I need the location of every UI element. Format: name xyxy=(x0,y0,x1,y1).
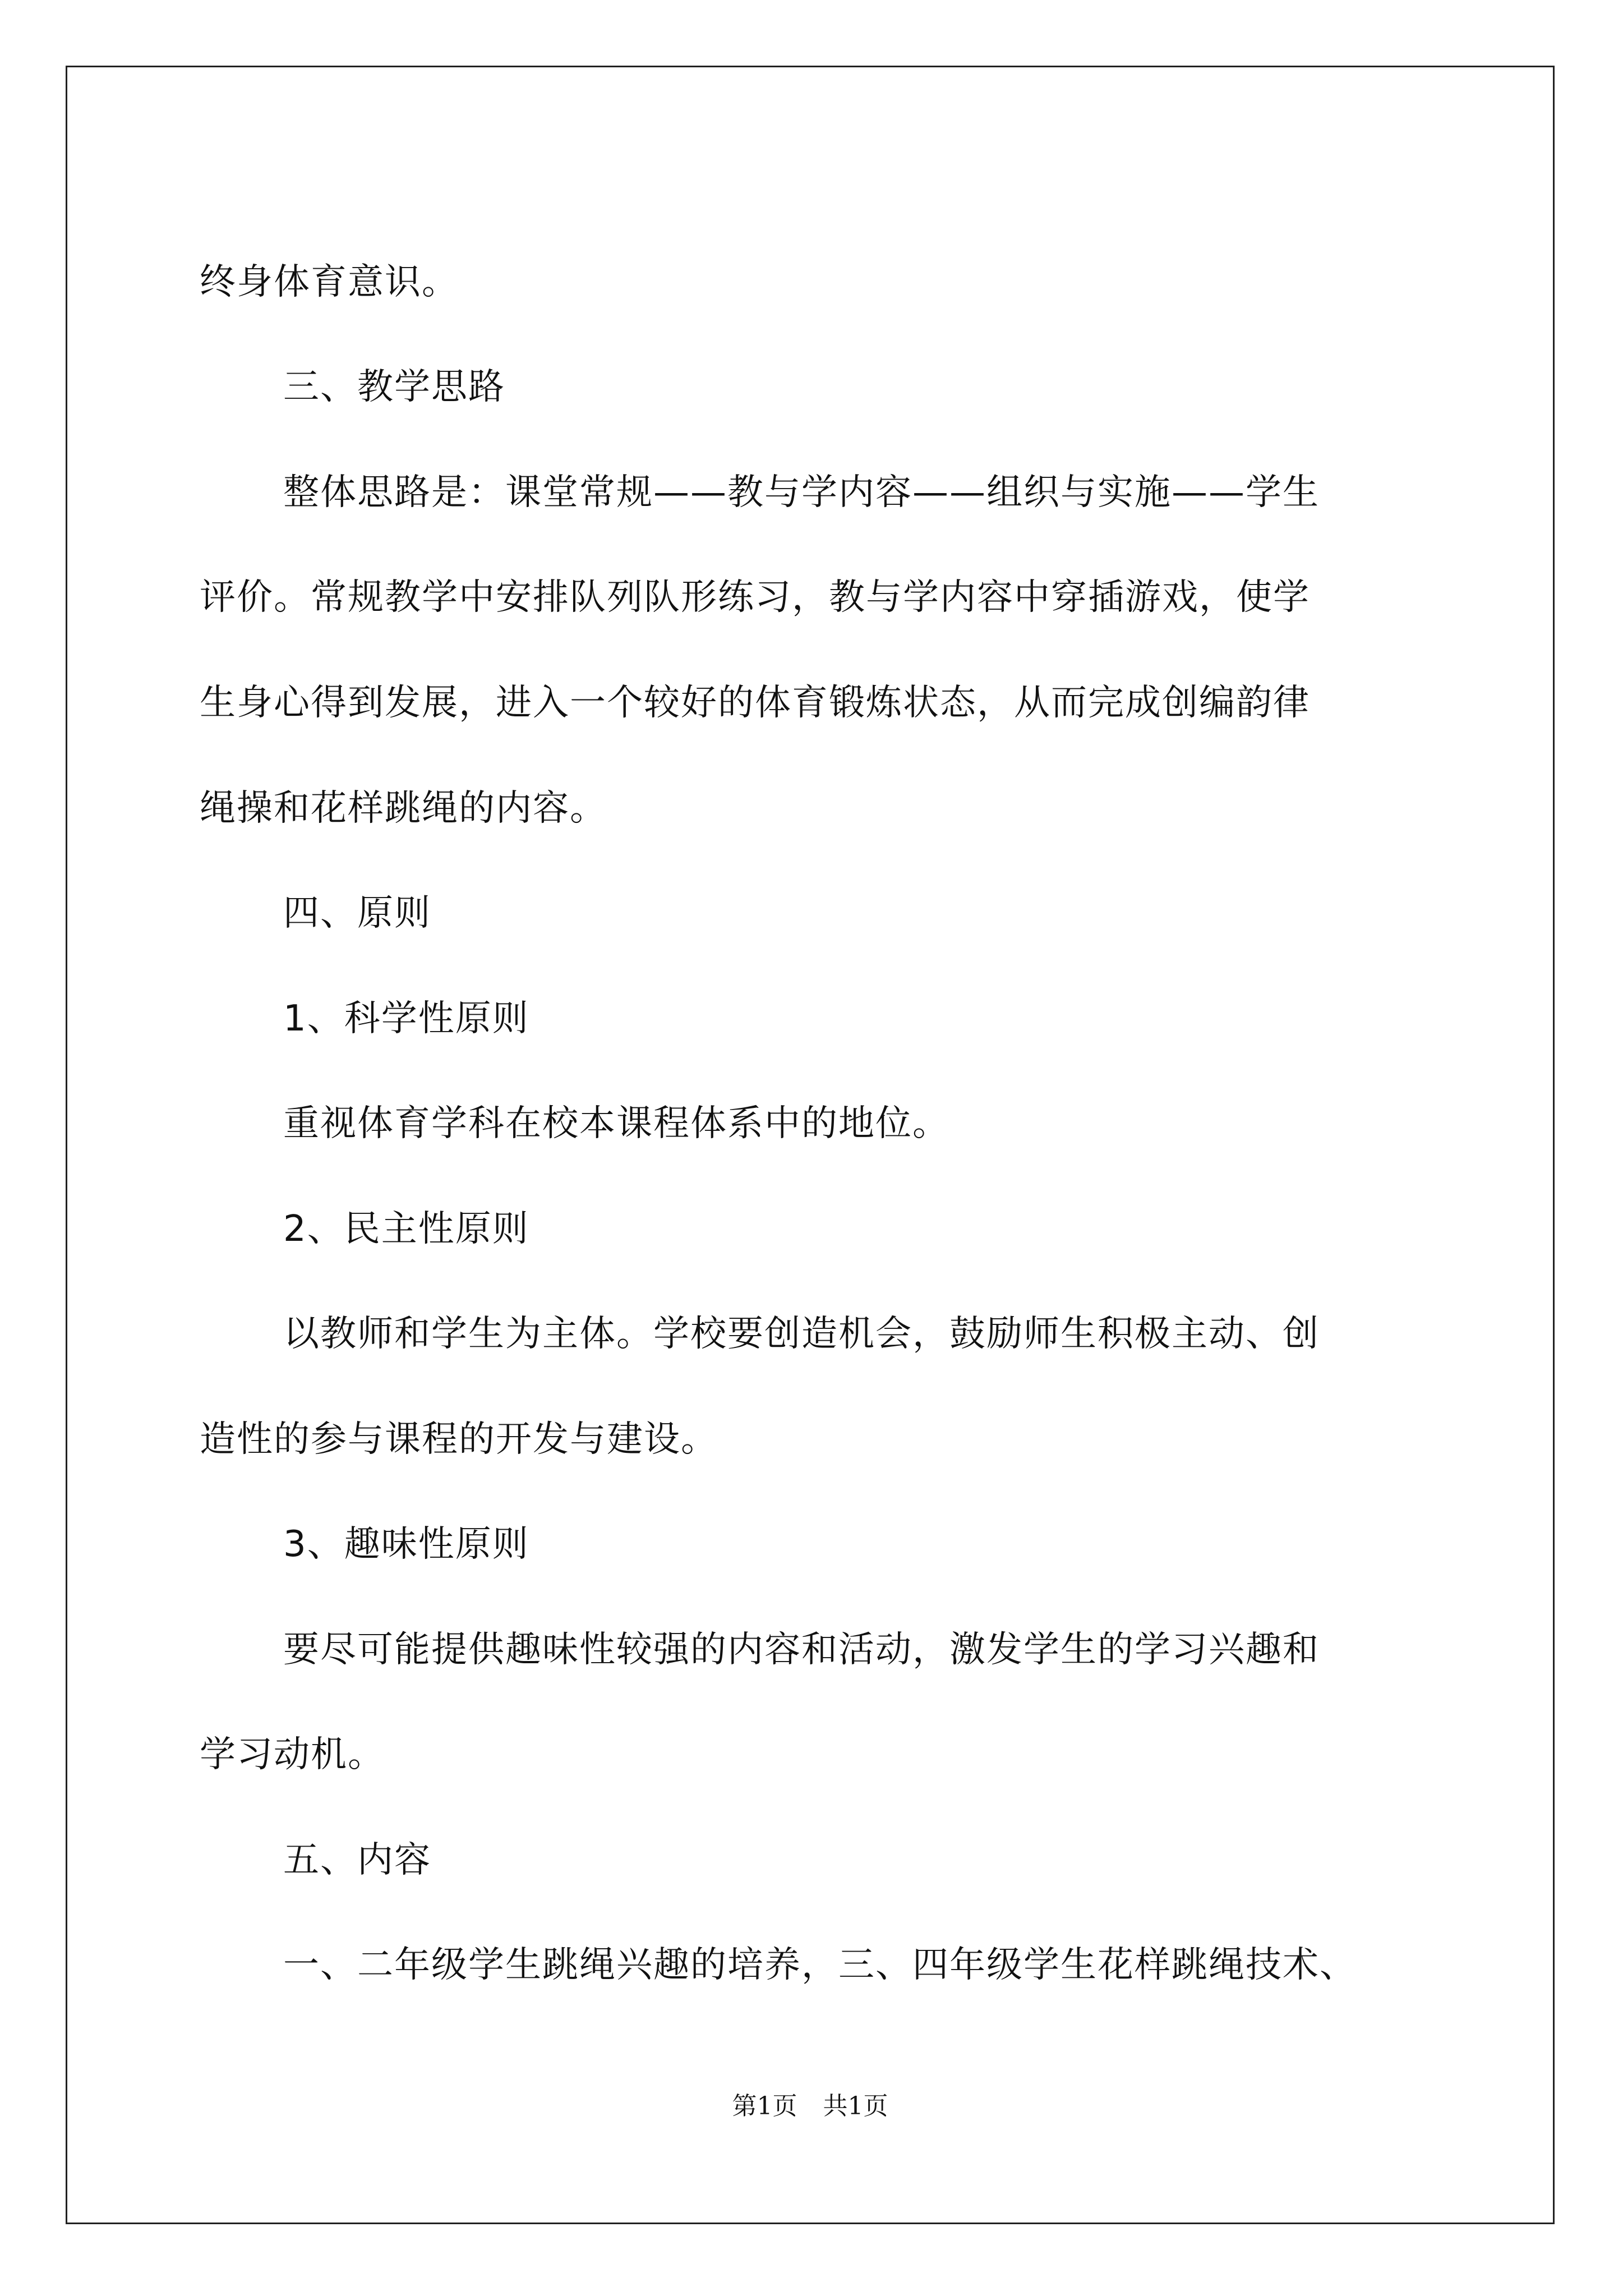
page-total: 共1页 xyxy=(823,2092,888,2120)
subsection-heading: 1、科学性原则 xyxy=(283,998,529,1039)
text-line: 重视体育学科在校本课程体系中的地位。 xyxy=(283,1103,949,1144)
text-line: 终身体育意识。 xyxy=(200,261,459,303)
page-frame xyxy=(66,66,1555,2224)
subsection-heading: 3、趣味性原则 xyxy=(283,1524,529,1565)
text-line: 生身心得到发展，进入一个较好的体育锻炼状态，从而完成创编韵律 xyxy=(200,682,1310,724)
text-line: 学习动机。 xyxy=(200,1734,385,1775)
text-line: 一、二年级学生跳绳兴趣的培养，三、四年级学生花样跳绳技术、 xyxy=(283,1944,1357,1986)
section-heading: 四、原则 xyxy=(283,892,431,934)
text-line: 绳操和花样跳绳的内容。 xyxy=(200,788,607,829)
text-line: 以教师和学生为主体。学校要创造机会，鼓励师生积极主动、创 xyxy=(283,1313,1320,1355)
text-line: 评价。常规教学中安排队列队形练习，教与学内容中穿插游戏，使学 xyxy=(200,577,1310,618)
text-line: 要尽可能提供趣味性较强的内容和活动，激发学生的学习兴趣和 xyxy=(283,1629,1320,1671)
section-heading: 五、内容 xyxy=(283,1839,431,1881)
text-line: 造性的参与课程的开发与建设。 xyxy=(200,1419,718,1460)
subsection-heading: 2、民主性原则 xyxy=(283,1208,529,1250)
section-heading: 三、教学思路 xyxy=(283,366,505,408)
text-line: 整体思路是：课堂常规——教与学内容——组织与实施——学生 xyxy=(283,472,1320,513)
page-footer xyxy=(67,2090,1553,2123)
page-number: 第1页 xyxy=(732,2092,797,2120)
